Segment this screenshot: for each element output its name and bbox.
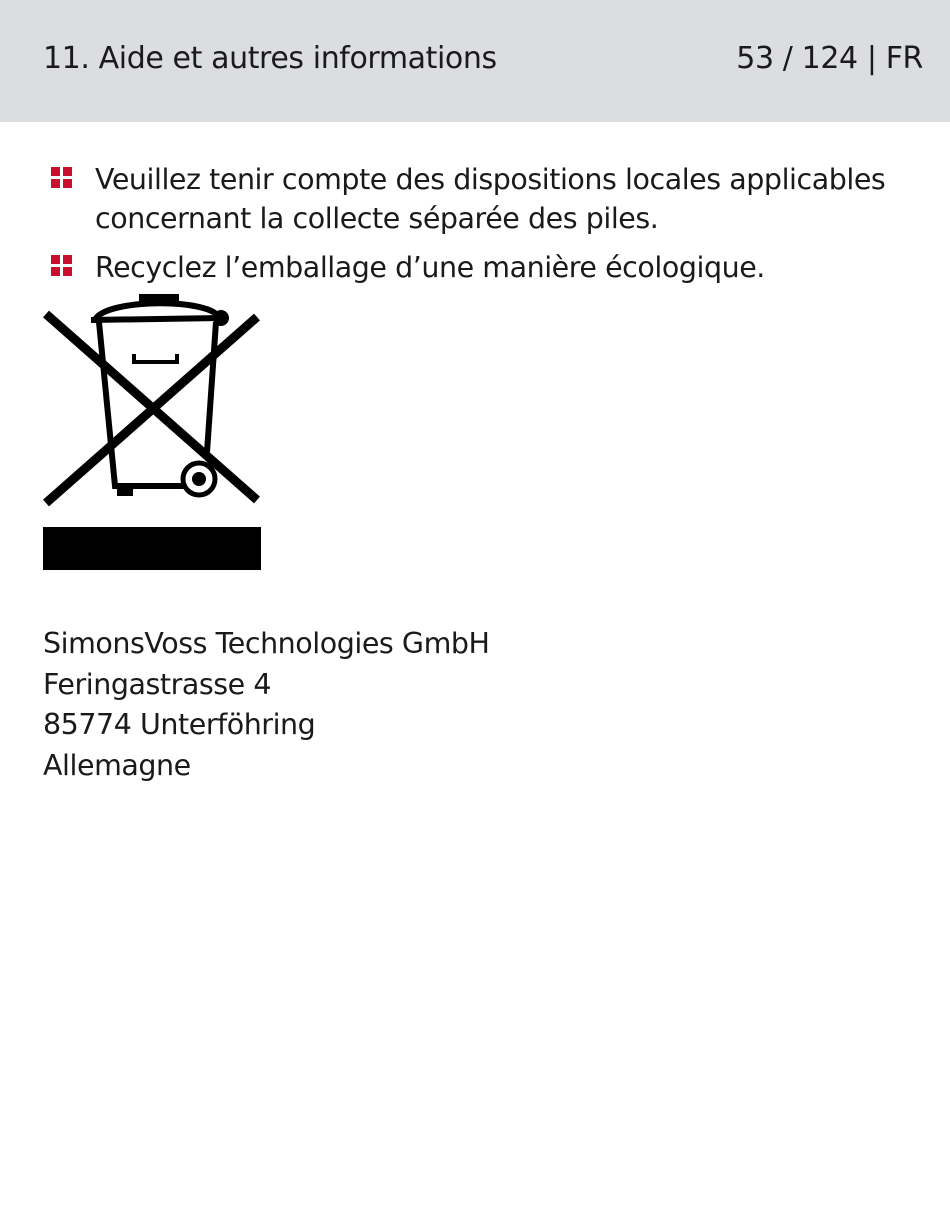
list-item bbox=[0, 248, 950, 287]
disposal-instructions-list bbox=[0, 160, 950, 297]
red-square-bullet-icon bbox=[51, 255, 73, 277]
bullet-text: Veuillez tenir compte des dispositions locales applicables concernant la collecte séparée des piles. bbox=[95, 163, 886, 235]
crossed-out-wheelie-bin-icon bbox=[43, 292, 261, 572]
list-item bbox=[0, 160, 950, 238]
page-header bbox=[0, 0, 950, 122]
postal-city: 85774 Unterföhring bbox=[43, 708, 316, 741]
section-title: 11. Aide et autres informations bbox=[43, 41, 497, 76]
street-address: Feringastrasse 4 bbox=[43, 667, 272, 701]
manufacturer-address bbox=[43, 624, 490, 786]
page-indicator: 53 / 124 | FR bbox=[736, 41, 923, 76]
country: Allemagne bbox=[43, 748, 191, 782]
bullet-text: Recyclez l’emballage d’une manière écologique. bbox=[95, 251, 765, 284]
company-name: SimonsVoss Technologies GmbH bbox=[43, 627, 490, 660]
red-square-bullet-icon bbox=[51, 167, 73, 189]
